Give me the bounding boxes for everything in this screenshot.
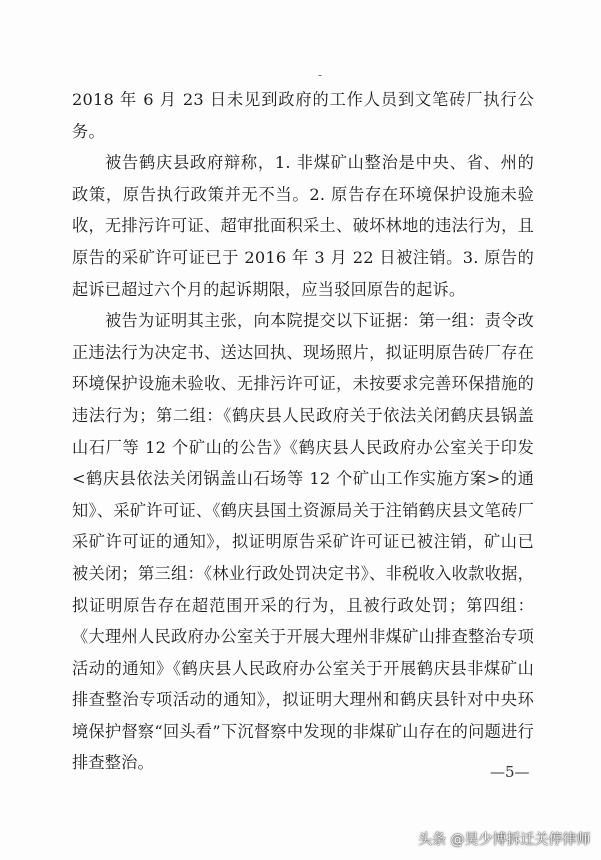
watermark [418,826,590,852]
paragraph-evidence: 被告为证明其主张，向本院提交以下证据：第一组：责令改正违法行为决定书、送达回执、现场照片，拟证明原告砖厂存在环境保护设施未验收、无排污许可证，未按要求完善环保措施的违法行为；第二组：《鹤庆县人民政府关于依法关闭鹤庆县锅盖山石厂等 12 个矿山的公告》《鹤庆县人民政府办公室关于印发<鹤庆县依法关闭锅盖山石场等 12 个矿山工作实施方案>的通知》、采矿许可证、《鹤庆县国土资源局关于注销鹤庆县文笔砖厂采矿许可证的通知》，拟证明原告采矿许可证已被注销，矿山已被关闭；第三组：《林业行政处罚决定书》、非税收入收款收据，拟证明原告存在超范围开采的行为，且被行政处罚；第四组：《大理州人民政府办公室关于开展大理州非煤矿山排查整治专项活动的通知》《鹤庆县人民政府办公室关于开展鹤庆县非煤矿山排查整治专项活动的通知》，拟证明大理州和鹤庆县针对中央环境保护督察“回头看”下沉督察中发现的非煤矿山存在的问题进行排查整治。 [72,311,534,773]
watermark-text: 头条 @昊少博拆迁关停律师 [418,832,591,848]
paragraph-continuation: 2018 年 6 月 23 日未见到政府的工作人员到文笔砖厂执行公务。 [72,90,534,141]
document-body [72,84,534,779]
top-mark: - [318,68,323,82]
page-number: —5— [490,763,530,781]
paragraph-defendant-argument: 被告鹤庆县政府辩称，1. 非煤矿山整治是中央、省、州的政策，原告执行政策并无不当。2. 原告存在环境保护设施未验收，无排污许可证、超审批面积采土、破坏林地的违法行为，且原告的采矿许可证已于 2016 年 3 月 22 日被注销。3. 原告的起诉已超过六个月的起诉期限，应当驳回原告的起诉。 [72,153,534,299]
